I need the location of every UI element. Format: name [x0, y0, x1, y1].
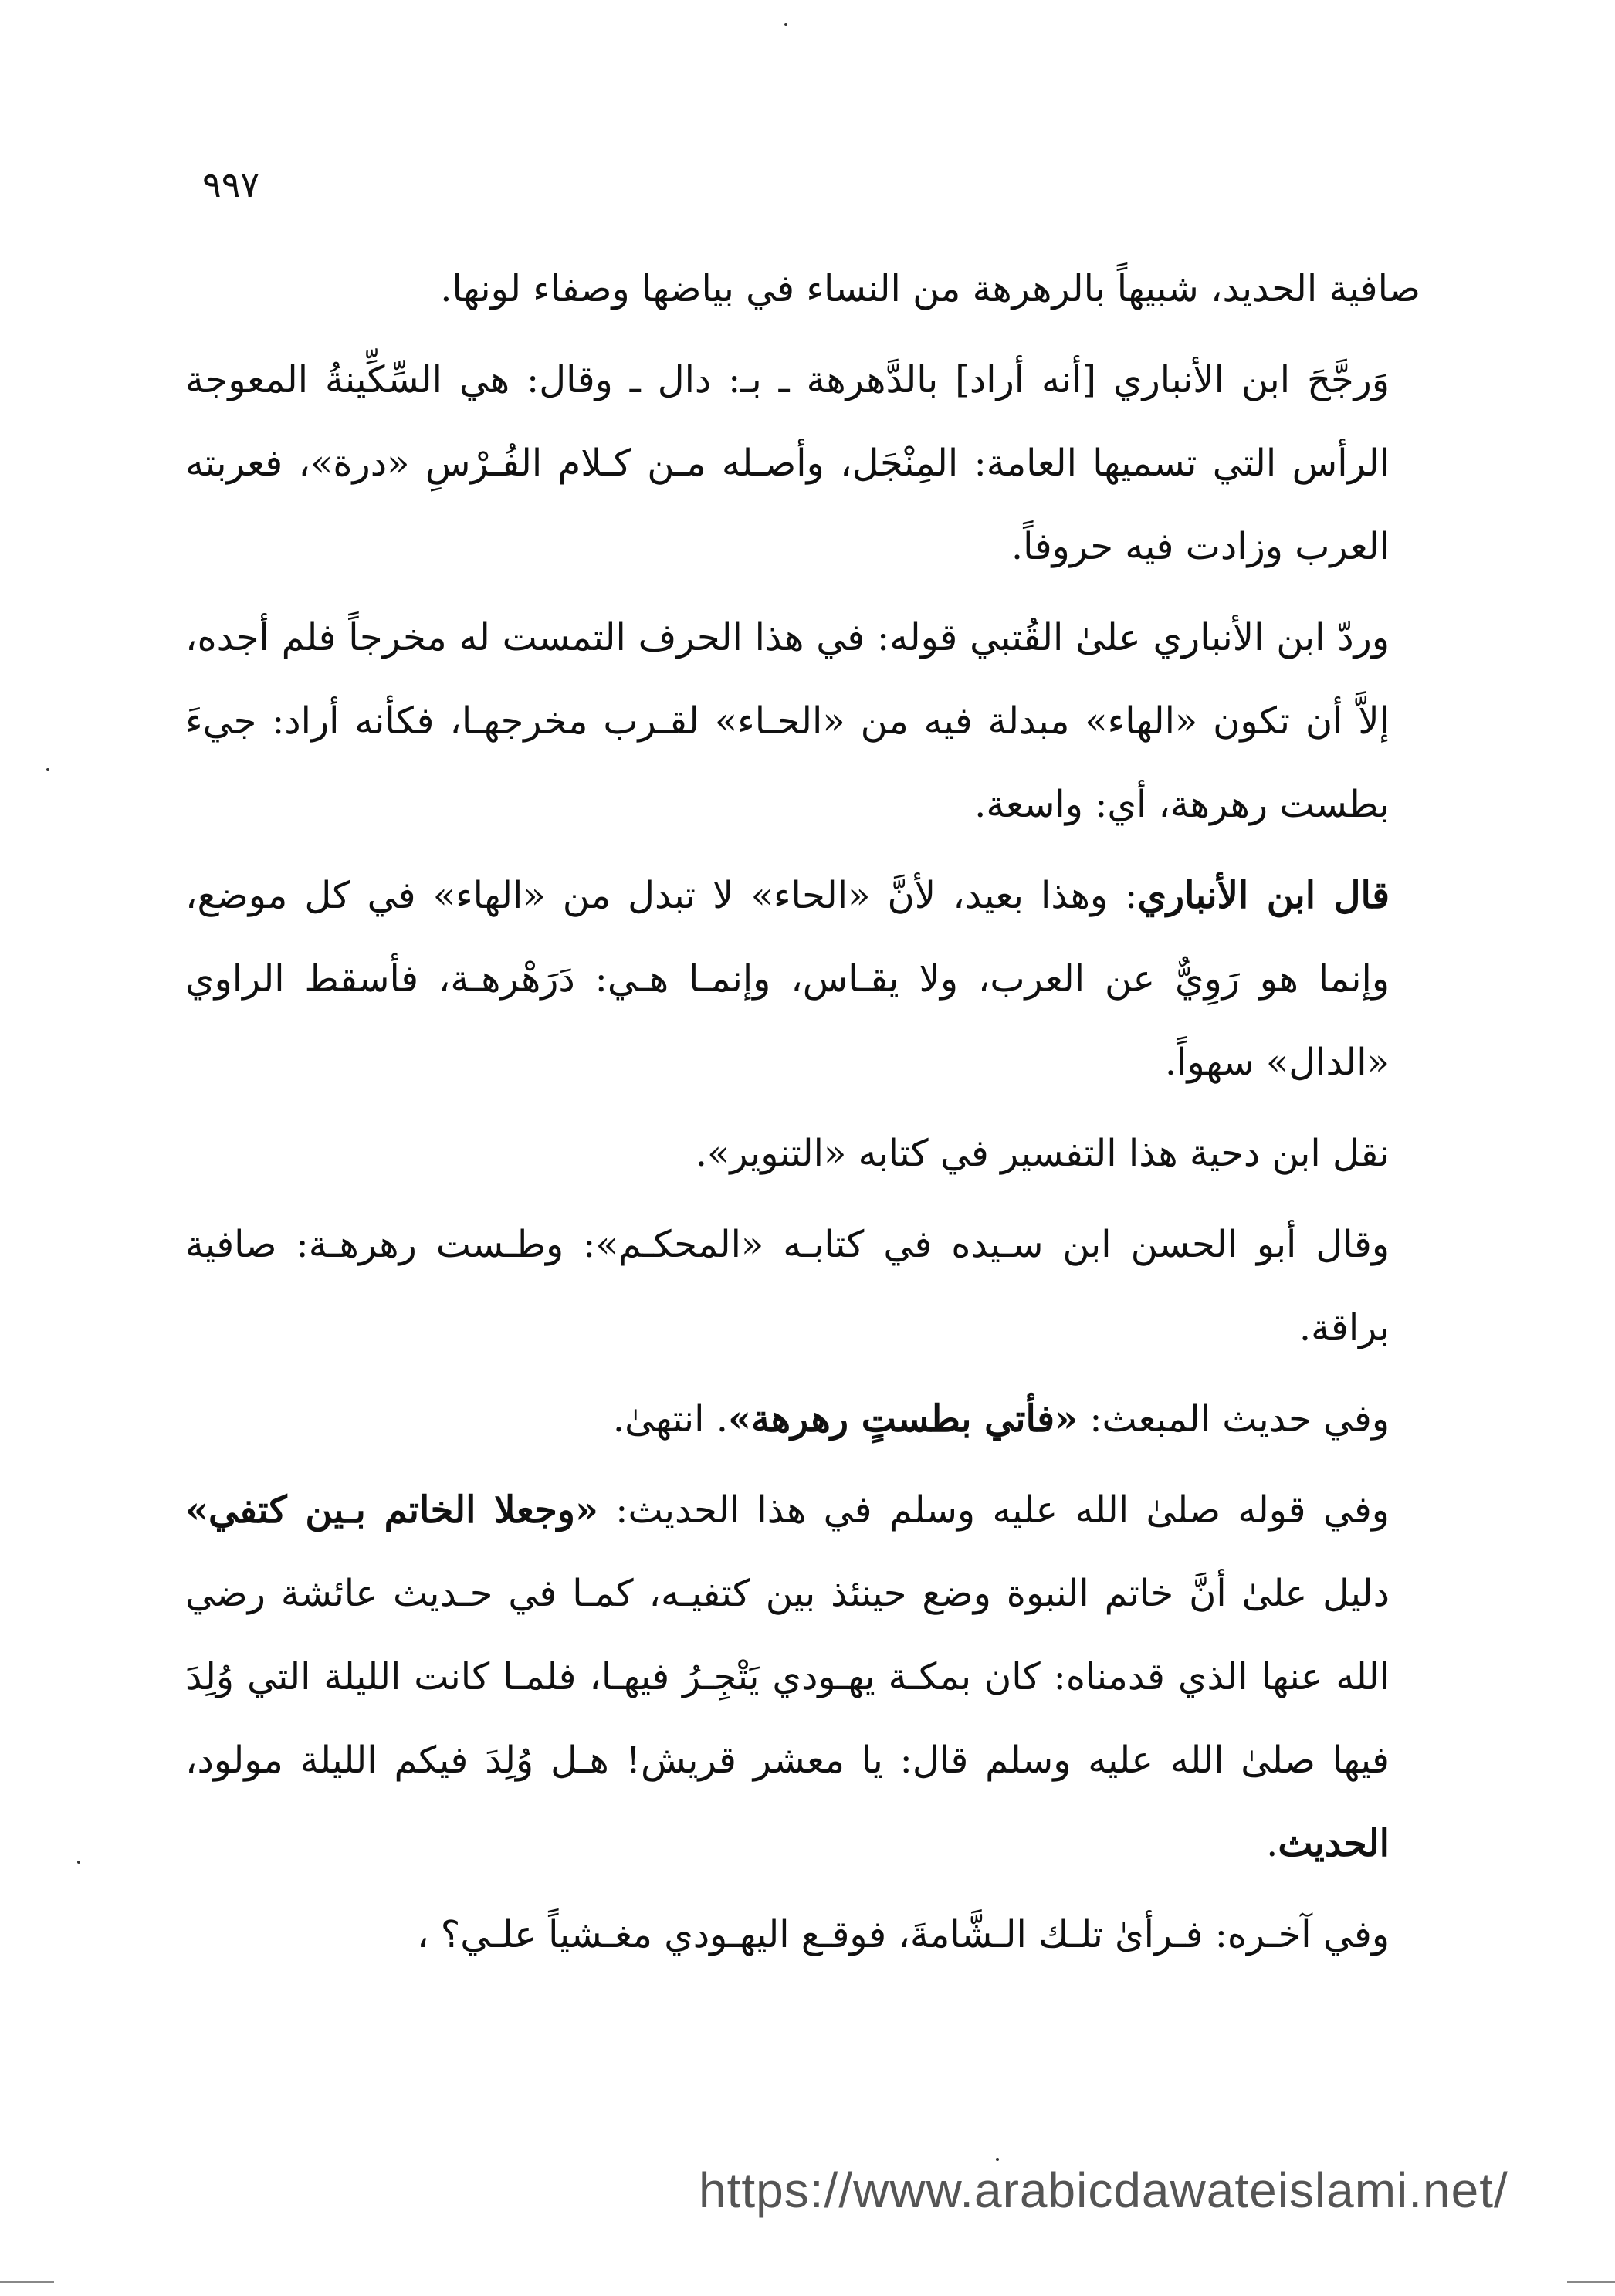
page-number: ٩٩٧ — [202, 164, 260, 205]
text-segment: وفي حديث المبعث: — [1078, 1397, 1390, 1441]
text-segment: . — [1266, 1822, 1278, 1865]
scan-speck — [996, 2158, 999, 2161]
paragraph — [185, 247, 1420, 330]
scan-speck — [77, 1861, 80, 1864]
bold-text-segment: «فأتي بطستٍ رهرهة» — [728, 1397, 1078, 1441]
bold-text-segment: «وجعلا الخاتم بـين كتفي» — [185, 1488, 598, 1532]
text-segment: وفي آخـره: فـرأىٰ تلـك الـشَّامةَ، فوقـع اليهـودي مغـشياً علـي؟ ، — [417, 1913, 1390, 1956]
paragraph — [185, 1203, 1420, 1370]
paragraph — [185, 1468, 1420, 1885]
text-segment: وَرجَّحَ ابن الأنباري [أنه أراد] بالدَّهرهة ـ بـ: دال ـ وقال: هي السِّكِّينةُ المعوجة الرأس التي تسميها العامة: المِنْجَل، وأصـله مـن كـلام الفُـرْسِ «درة»، فعربته العرب وزادت فيه حروفاً. — [185, 358, 1390, 568]
text-segment: وقال أبو الحسن ابن سـيده في كتابـه «المحكـم»: وطـست رهرهـة: صافية براقة. — [185, 1223, 1390, 1349]
text-segment: : وهذا بعيد، لأنَّ «الحاء» لا تبدل من «الهاء» في كل موضع، وإنما هو رَوِيٌّ عن العرب، ولا يقـاس، وإنمـا هـي: دَرَهْرهـة، فأسقط الراوي «الدال» سهواً. — [185, 874, 1390, 1084]
paragraph — [185, 1893, 1420, 1976]
footer-url: https://www.arabicdawateislami.net/ — [699, 2162, 1508, 2218]
bold-text-segment: قال ابن الأنباري — [1137, 874, 1390, 917]
paragraph — [185, 854, 1420, 1104]
text-segment: . انتهىٰ. — [612, 1397, 728, 1441]
text-segment: وردّ ابن الأنباري علىٰ القُتبي قوله: في هذا الحرف التمست له مخرجاً فلم أجده، إلاَّ أن تكون «الهاء» مبدلة فيه من «الحـاء» لقـرب مخرجهـا، فكأنه أراد: جيءَ بطست رهرهة، أي: واسعة. — [185, 616, 1390, 826]
bottom-rule-right — [1567, 2281, 1615, 2283]
scan-speck — [784, 23, 787, 26]
bold-text-segment: الحديث — [1278, 1822, 1390, 1865]
paragraph — [185, 596, 1420, 846]
paragraph — [185, 1112, 1420, 1195]
text-segment: نقل ابن دحية هذا التفسير في كتابه «التنوير». — [695, 1132, 1390, 1175]
bottom-rule-left — [0, 2281, 54, 2283]
text-segment: دليل علىٰ أنَّ خاتم النبوة وضع حينئذ بين كتفيـه، كمـا في حـديث عائشة رضي الله عنها الذي قدمناه: كان بمكـة يهـودي يَتْجِـرُ فيهـا، فلمـا كانت الليلة التي وُلِدَ فيها صلىٰ الله عليه وسلم قال: يا معشر قريش! هـل وُلِدَ فيكم الليلة مولود، — [185, 1572, 1390, 1782]
text-segment: وفي قوله صلىٰ الله عليه وسلم في هذا الحديث: — [598, 1488, 1390, 1532]
paragraph — [185, 1377, 1420, 1461]
scan-speck — [46, 768, 49, 771]
paragraph — [185, 338, 1420, 588]
body-text — [185, 247, 1420, 1984]
text-segment: صافية الحديد، شبيهاً بالرهرهة من النساء في بياضها وصفاء لونها. — [440, 267, 1420, 310]
